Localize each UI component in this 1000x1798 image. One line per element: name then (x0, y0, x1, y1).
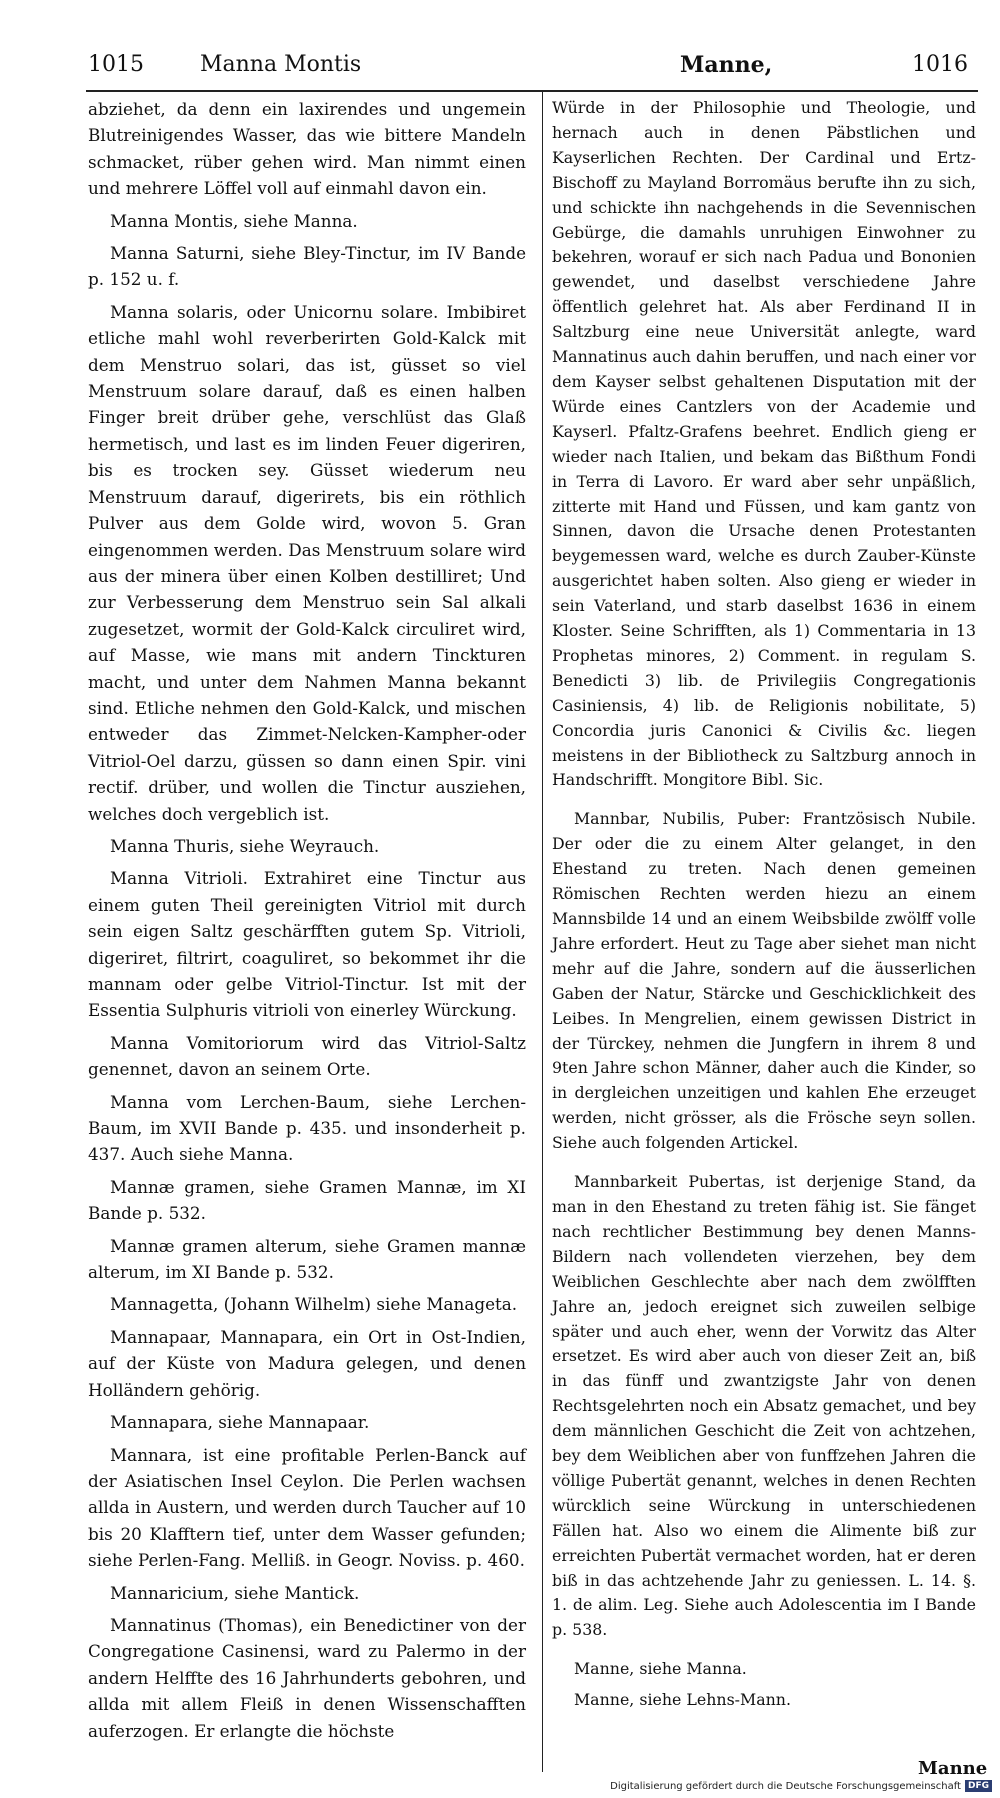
entry-continuation: abziehet, da denn ein laxirendes und ungemein Blutreinigendes Wasser, das wie bittere Mandeln schmacket, rüber gehen wird. Man nimmt einen und mehrere Löffel voll auf einmahl davon ein. (88, 99, 526, 199)
entry-mannae-gramen: Mannæ gramen, siehe Gramen Mannæ, im XI Bande p. 532. (88, 1176, 526, 1224)
footer-credit: Digitalisierung gefördert durch die Deutsche Forschungsgemeinschaft (610, 1780, 961, 1792)
entry-manna-lerchen-baum: Manna vom Lerchen-Baum, siehe Lerchen-Baum, im XVII Bande p. 435. und insonderheit p. 437. Auch siehe Manna. (88, 1091, 526, 1165)
entry-manne-manna: Manne, siehe Manna. (574, 1659, 747, 1679)
entry-mannbarkeit: Mannbarkeit Pubertas, ist derjenige Stand, da man in den Ehestand zu treten fähig ist. Sie fänget nach rechtlicher Bestimmung bey denen Manns-Bildern nach vollendeten vierzehen, bey dem Weiblichen Geschlechte aber nach dem zwölfften Jahre an, jedoch ereignet sich zuweilen selbige später und auch eher, wenn der Vorwitz das Alter ersetzet. Es wird aber auch von dieser Zeit an, biß in das fünff und zwantzigste Jahr von denen Rechtsgelehrten noch ein Absatz gemachet, und bey dem männlichen Geschicht die Zeit von achtzehen, bey dem Weiblichen aber von funffzehen Jahren die völlige Pubertät genannt, welches in denen Rechten würcklich seine Würckung in unterschiedenen Fällen hat. Also wo einem die Alimente biß zur erreichten Pubertät vermachet worden, hat er deren biß in das achtzehende Jahr zu geniessen. L. 14. §. 1. de alim. Leg. Siehe auch Adolescentia im I Bande p. 538. (552, 1172, 976, 1640)
entry-mannatinus: Mannatinus (Thomas), ein Benedictiner von der Congregatione Casinensi, ward zu Palermo in der andern Helffte des 16 Jahrhunderts gebohren, und allda mit allem Fleiß in denen Wissenschafften auferzogen. Er erlangte die höchste (88, 1614, 526, 1741)
entry-manna-solaris: Manna solaris, oder Unicornu solare. Imbibiret etliche mahl wohl reverberirten Gold-Kalck mit dem Menstruo solari, das ist, güsset so viel Menstruum solare darauf, daß es einen halben Finger breit drüber gehe, verschlüst das Glaß hermetisch, und last es im linden Feuer digeriren, bis es trocken sey. Güsset wiederum neu Menstruum darauf, digerirets, bis ein röthlich Pulver aus dem Golde wird, wovon 5. Gran eingenommen werden. Das Menstruum solare wird aus der minera über einen Kolben destilliret; Und zur Verbesserung dem Menstruo sein Sal alkali zugesetzet, wormit der Gold-Kalck circuliret wird, auf Masse, wie mans mit andern Tinckturen macht, und unter dem Nahmen Manna bekannt sind. Etliche nehmen den Gold-Kalck, und mischen entweder das Zimmet-Nelcken-Kampher-oder Vitriol-Oel darzu, güssen so dann einen Spir. vini rectif. drüber, und wollen die Tinctur ausziehen, welches doch vergeblich ist. (88, 301, 526, 824)
entry-mannapara: Mannapara, siehe Mannapaar. (110, 1412, 370, 1433)
entry-mannapaar: Mannapaar, Mannapara, ein Ort in Ost-Indien, auf der Küste von Madura gelegen, und denen Holländern gehörig. (88, 1326, 526, 1400)
entry-manna-vitrioli: Manna Vitrioli. Extrahiret eine Tinctur aus einem guten Theil gereinigten Vitriol mit durch sein eigen Saltz geschärfften gutem Sp. Vitrioli, digeriret, filtrirt, coaguliret, so bekommet ihr die mannam oder gelbe Vitriol-Tinctur. Ist mit der Essentia Sulphuris vitrioli von einerley Würckung. (88, 868, 526, 1021)
entry-manna-thuris: Manna Thuris, siehe Weyrauch. (110, 835, 380, 856)
entry-manne-lehns-mann: Manne, siehe Lehns-Mann. (574, 1690, 791, 1710)
dfg-logo-icon: DFG (965, 1780, 992, 1792)
page-number-left: 1015 (88, 52, 144, 77)
catchword: Manne (918, 1758, 988, 1779)
running-title-left: Manna Montis (200, 52, 362, 77)
entry-mannbar: Mannbar, Nubilis, Puber: Frantzösisch Nubile. Der oder die zu einem Alter gelanget, in den Ehestand zu treten. Nach denen gemeinen Römischen Rechten werden hiezu an einem Mannsbilde 14 und an einem Weibsbilde zwölff volle Jahre erfordert. Heut zu Tage aber siehet man nicht mehr auf die Jahre, sondern auf die äusserlichen Gaben der Natur, Stärcke und Geschicklichkeit des Leibes. In Mengrelien, einem gewissen District in der Türckey, nehmen die Jungfern in ihrem 8 und 9ten Jahre schon Männer, daher auch die Kinder, so in dergleichen unzeitigen und kahlen Ehe erzeuget werden, nicht grösser, als die Frösche seyn sollen. Siehe auch folgenden Artickel. (552, 809, 976, 1153)
entry-mannara: Mannara, ist eine profitable Perlen-Banck auf der Asiatischen Insel Ceylon. Die Perlen wachsen allda in Austern, und werden durch Taucher auf 10 bis 20 Klafftern tief, unter dem Wasser gefunden; siehe Perlen-Fang. Melliß. in Geogr. Noviss. p. 460. (88, 1444, 526, 1571)
entry-mannae-gramen-alterum: Mannæ gramen alterum, siehe Gramen mannæ alterum, im XI Bande p. 532. (88, 1235, 526, 1283)
page-number-right: 1016 (912, 52, 968, 77)
digitization-footer (610, 1780, 992, 1792)
entry-manna-vomitoriorum: Manna Vomitoriorum wird das Vitriol-Saltz genennet, davon an seinem Orte. (88, 1032, 526, 1080)
entry-manna-saturni: Manna Saturni, siehe Bley-Tinctur, im IV Bande p. 152 u. f. (88, 243, 526, 290)
left-column (88, 96, 526, 1744)
entry-mannagetta: Mannagetta, (Johann Wilhelm) siehe Manageta. (110, 1294, 518, 1315)
column-divider (542, 92, 543, 1772)
entry-mannaricium: Mannaricium, siehe Mantick. (110, 1582, 360, 1603)
header-rule (86, 90, 978, 92)
running-title-right: Manne, (680, 52, 773, 78)
right-column (552, 96, 976, 1713)
entry-mannatinus-continued: Würde in der Philosophie und Theologie, und hernach auch in denen Päbstlichen und Kayserlichen Rechten. Der Cardinal und Ertz-Bischoff zu Mayland Borromäus berufte ihn zu sich, und schickte ihn nachgehends in die Sevennischen Gebürge, die damahls unruhigen Einwohner zu bekehren, worauf er sich nach Padua und Bononien gewendet, und daselbst verschiedene Jahre öffentlich gelehret hat. Als aber Ferdinand II in Saltzburg eine neue Universität anlegte, ward Mannatinus auch dahin beruffen, und nach einer vor dem Kayser selbst gehaltenen Disputation mit der Würde eines Cantzlers von der Academie und Kayserl. Pfaltz-Grafens beehret. Endlich gieng er wieder nach Italien, und bekam das Bißthum Fondi in Terra di Lavoro. Er ward aber sehr unpäßlich, zitterte mit Hand und Füssen, und kam gantz von Sinnen, davon die Ursache denen Protestanten beygemessen ward, welche es durch Zauber-Künste ausgerichtet haben solten. Also gieng er wieder in sein Vaterland, und starb daselbst 1636 in einem Kloster. Seine Schrifften, als 1) Commentaria in 13 Prophetas minores, 2) Comment. in regulam S. Benedicti 3) lib. de Privilegiis Congregationis Casiniensis, 4) lib. de Religionis nobilitate, 5) Concordia juris Canonici & Civilis &c. liegen meistens in der Bibliotheck zu Saltzburg annoch in Handschrifft. Mongitore Bibl. Sic. (552, 98, 976, 790)
entry-manna-montis: Manna Montis, siehe Manna. (110, 210, 358, 231)
